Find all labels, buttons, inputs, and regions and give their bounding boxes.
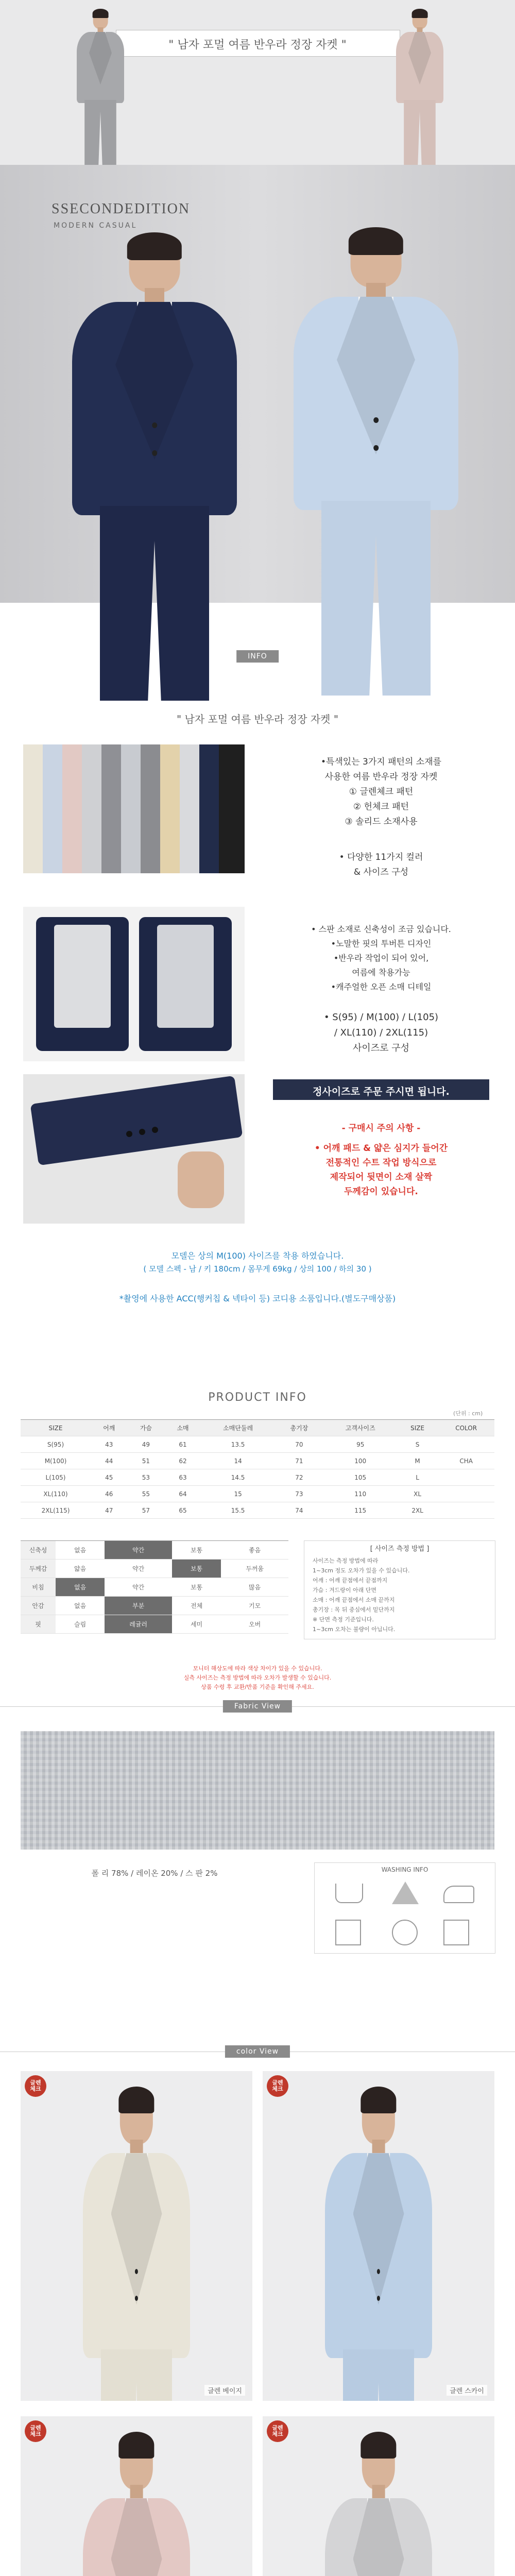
size-table [21, 1419, 494, 1519]
fabric-swatch [21, 1731, 494, 1850]
fabric-composition: 폴 리 78% / 레이온 20% / 스 판 2% [91, 1869, 218, 1878]
washing-box [314, 1862, 495, 1954]
product-info-unit: (단위 : cm) [453, 1410, 483, 1417]
color-model [73, 2091, 200, 2401]
main-model-navy [57, 237, 252, 701]
color-card [21, 2071, 252, 2401]
feel-table [21, 1540, 288, 1634]
main-photo-section [0, 165, 515, 603]
table-row: 2XL(115) 47 57 65 15.5 74 115 2XL [21, 1502, 494, 1519]
model-spec-line1: 모델은 상의 M(100) 사이즈를 착용 하였습니다. [171, 1251, 344, 1261]
notice-title: - 구매시 주의 사항 - [341, 1123, 421, 1133]
main-model-skyblue [278, 232, 474, 696]
pattern-badge: 글렌 체크 [25, 2075, 46, 2097]
brand-subtitle: MODERN CASUAL [54, 222, 138, 230]
iron-icon [443, 1886, 474, 1903]
order-banner-text: 정사이즈로 주문 주시면 됩니다. [313, 1086, 450, 1097]
color-model [73, 2436, 200, 2576]
model-spec-line2: ( 모델 스펙 - 남 / 키 180cm / 몸무게 69kg / 상의 100 / 하의 30 ) [143, 1264, 372, 1274]
tab-color-view: color View [225, 2045, 290, 2058]
hero-section [0, 0, 515, 165]
info-block1: •특색있는 3가지 패턴의 소재를 사용한 여름 반우라 정장 자켓 ① 글렌체크 패턴 ② 헌체크 패턴 ③ 솔리드 소재사용 [320, 757, 442, 827]
dryclean-icon [392, 1920, 418, 1945]
hero-model-left [72, 10, 129, 165]
tumble-icon [443, 1920, 469, 1945]
brand-logo: SSECONDEDITION [52, 201, 191, 217]
color-card [21, 2416, 252, 2576]
info-block2: • 스판 소재로 신축성이 조금 있습니다. •노말한 핏의 투버튼 디자인 •반우라 작업이 되어 있어, 여름에 착용가능 •캐주얼한 오픈 소매 디테일 [311, 924, 451, 992]
model-spec-line3: *촬영에 사용한 ACC(행커칩 & 넥타이 등) 코디용 소품입니다.(별도구매상품) [119, 1294, 396, 1303]
washing-title: WASHING INFO [381, 1866, 428, 1873]
color-name-label: 글렌 베이지 [204, 2385, 245, 2396]
product-info-title: PRODUCT INFO [208, 1391, 307, 1404]
table-row: XL(110) 46 55 64 15 73 110 XL [21, 1486, 494, 1502]
table-row: L(105) 45 53 63 14.5 72 105 L [21, 1469, 494, 1486]
pattern-badge: 글렌 체크 [25, 2420, 46, 2442]
info-photo-lining [23, 907, 245, 1061]
dry-icon [335, 1920, 361, 1945]
table-row: S(95) 43 49 61 13.5 70 95 S [21, 1436, 494, 1453]
hero-model-right [391, 10, 448, 165]
info-block2b: • S(95) / M(100) / L(105) / XL(110) / 2XL(115) 사이즈로 구성 [323, 1012, 439, 1054]
feel-row: 비침 없음 약간 보통 많음 [21, 1578, 288, 1597]
info-photo-sleeve [23, 1074, 245, 1224]
pattern-badge: 글렌 체크 [267, 2420, 288, 2442]
measure-title: [ 사이즈 측정 방법 ] [370, 1545, 430, 1553]
bleach-icon [392, 1882, 419, 1904]
hero-title: " 남자 포멀 여름 반우라 정장 자켓 " [168, 39, 347, 52]
size-table-header: SIZE 어깨 가슴 소매 소매단둘레 총기장 고객사이즈 SIZE COLOR [21, 1420, 494, 1436]
color-model [315, 2091, 442, 2401]
notice-text: • 어깨 패드 & 얇은 심지가 들어간 전통적인 수트 작업 방식으로 제작되어 뒷면이 소재 살짝 두께감이 있습니다. [314, 1143, 448, 1197]
feel-row: 두께감 얇음 약간 보통 두꺼움 [21, 1560, 288, 1578]
tab-info: INFO [236, 650, 279, 663]
color-card [263, 2416, 494, 2576]
feel-row: 안감 없음 부분 전체 기모 [21, 1597, 288, 1615]
info-photo-hangers [23, 744, 245, 873]
measure-box: [ 사이즈 측정 방법 ] 사이즈는 측정 방법에 따라 1~3cm 정도 오차가 있을 수 있습니다. 어깨 : 어깨 끝점에서 끝점까지 가슴 : 겨드랑이 아래 단면 소매 : 어깨 끝점에서 소매 끝까지 총기장 : 목 뒤 중심에서 밑단까지 ※ 단면 측정 기준입니다. 1~3cm 오차는 불량이 아닙니다. [304, 1540, 495, 1639]
info-title: " 남자 포멀 여름 반우라 정장 자켓 " [176, 713, 339, 725]
feel-row: 핏 슬림 레귤러 세미 오버 [21, 1615, 288, 1634]
pattern-badge: 글렌 체크 [267, 2075, 288, 2097]
wash-icon [335, 1884, 363, 1903]
info-block1b: • 다양한 11가지 컬러 & 사이즈 구성 [339, 852, 423, 877]
feel-row: 신축성 없음 약간 보통 좋음 [21, 1541, 288, 1560]
color-model [315, 2436, 442, 2576]
notes-text: 모니터 해상도에 따라 색상 차이가 있을 수 있습니다. 실측 사이즈는 측정 방법에 따라 오차가 발생할 수 있습니다. 상품 수령 후 교환/반품 기준을 확인해 주세요. [183, 1665, 332, 1690]
table-row: M(100) 44 51 62 14 71 100 M CHA [21, 1453, 494, 1469]
color-name-label: 글렌 스카이 [447, 2385, 487, 2396]
color-card [263, 2071, 494, 2401]
tab-fabric-view: Fabric View [223, 1700, 292, 1713]
